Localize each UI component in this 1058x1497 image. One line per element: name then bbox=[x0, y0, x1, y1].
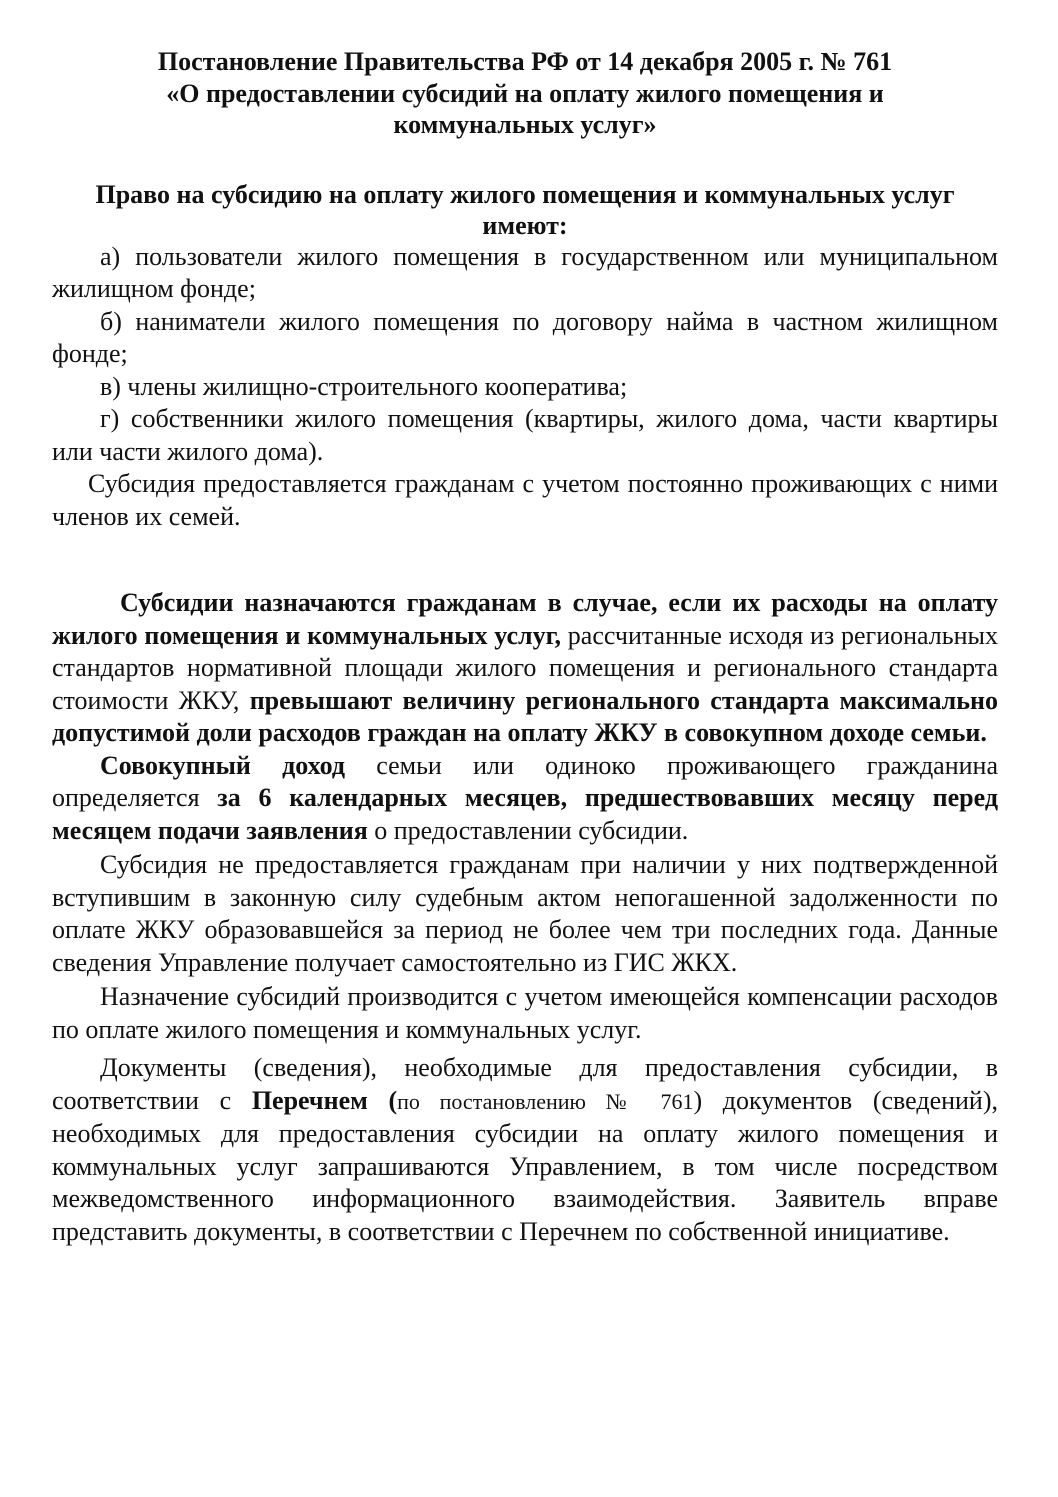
income-normal-part-1: семьи или одиноко проживающего гражданина определяется bbox=[52, 750, 999, 812]
eligibility-item-v: в) члены жилищно-строительного кооператива; bbox=[100, 371, 628, 401]
condition-normal-part-1: рассчитанные исходя из региональных стандартов нормативной площади жилого помещения и регионального стандарта стоимости ЖКУ, bbox=[52, 620, 998, 715]
documents-normal-part-2: ) документов (сведений), необходимых для предоставления субсидии на оплату жилого помещения и коммунальных услуг запрашиваются Управлением, в том числе посредством межведомственного информационного взаимодействия. Заявитель вправе представить документы, в соответствии с Перечнем по собственной инициативе. bbox=[52, 1085, 999, 1246]
total-income-paragraph bbox=[52, 750, 998, 848]
eligibility-heading: Право на субсидию на оплату жилого помещения и коммунальных услуг имеют: bbox=[95, 179, 955, 240]
documents-normal-part-1: Документы (сведения), необходимые для предоставления субсидии, в соответствии с bbox=[52, 1053, 998, 1115]
eligibility-item-a: а) пользователи жилого помещения в государственном или муниципальном жилищном фонде; bbox=[52, 241, 998, 303]
subsidy-condition-paragraph bbox=[52, 587, 998, 750]
eligibility-item-g: г) собственники жилого помещения (квартиры, жилого дома, части квартиры или части жилого дома). bbox=[52, 404, 998, 466]
document-page bbox=[52, 46, 998, 1248]
document-title bbox=[52, 46, 998, 141]
eligibility-item-b: б) наниматели жилого помещения по договору найма в частном жилищном фонде; bbox=[52, 306, 998, 368]
title-line-2: «О предоставлении субсидий на оплату жилого помещения и bbox=[166, 78, 884, 108]
income-bold-part-1: Совокупный доход bbox=[100, 750, 345, 780]
title-line-3: коммунальных услуг» bbox=[393, 110, 657, 139]
compensation-paragraph: Назначение субсидий производится с учетом имеющейся компенсации расходов по оплате жилого помещения и коммунальных услуг. bbox=[52, 982, 998, 1044]
income-bold-part-2: за 6 календарных месяцев, предшествовавших месяцу перед месяцем подачи заявления bbox=[52, 783, 998, 845]
income-normal-part-2: о предоставлении субсидии. bbox=[367, 815, 689, 845]
title-line-1: Постановление Правительства РФ от 14 декабря 2005 г. № 761 bbox=[157, 47, 893, 76]
family-note: Субсидия предоставляется гражданам с учетом постоянно проживающих с ними членов их семей. bbox=[52, 469, 998, 531]
debt-restriction-paragraph: Субсидия не предоставляется гражданам при наличии у них подтвержденной вступившим в законную силу судебным актом непогашенной задолженности по оплате ЖКУ образовавшейся за период не более чем три последних года. Данные сведения Управление получает самостоятельно из ГИС ЖКХ. bbox=[52, 850, 998, 977]
condition-bold-part-2: превышают величину регионального стандарта максимально допустимой доли расходов граждан на оплату ЖКУ в совокупном доходе семьи. bbox=[52, 685, 998, 747]
condition-bold-part-1: Субсидии назначаются гражданам в случае, если их расходы на оплату жилого помещения и коммунальных услуг, bbox=[52, 588, 998, 650]
documents-paragraph bbox=[52, 1052, 998, 1248]
documents-list-bold: Перечнем ( bbox=[251, 1085, 398, 1115]
documents-reference-small: по постановлению № 761 bbox=[397, 1088, 694, 1114]
